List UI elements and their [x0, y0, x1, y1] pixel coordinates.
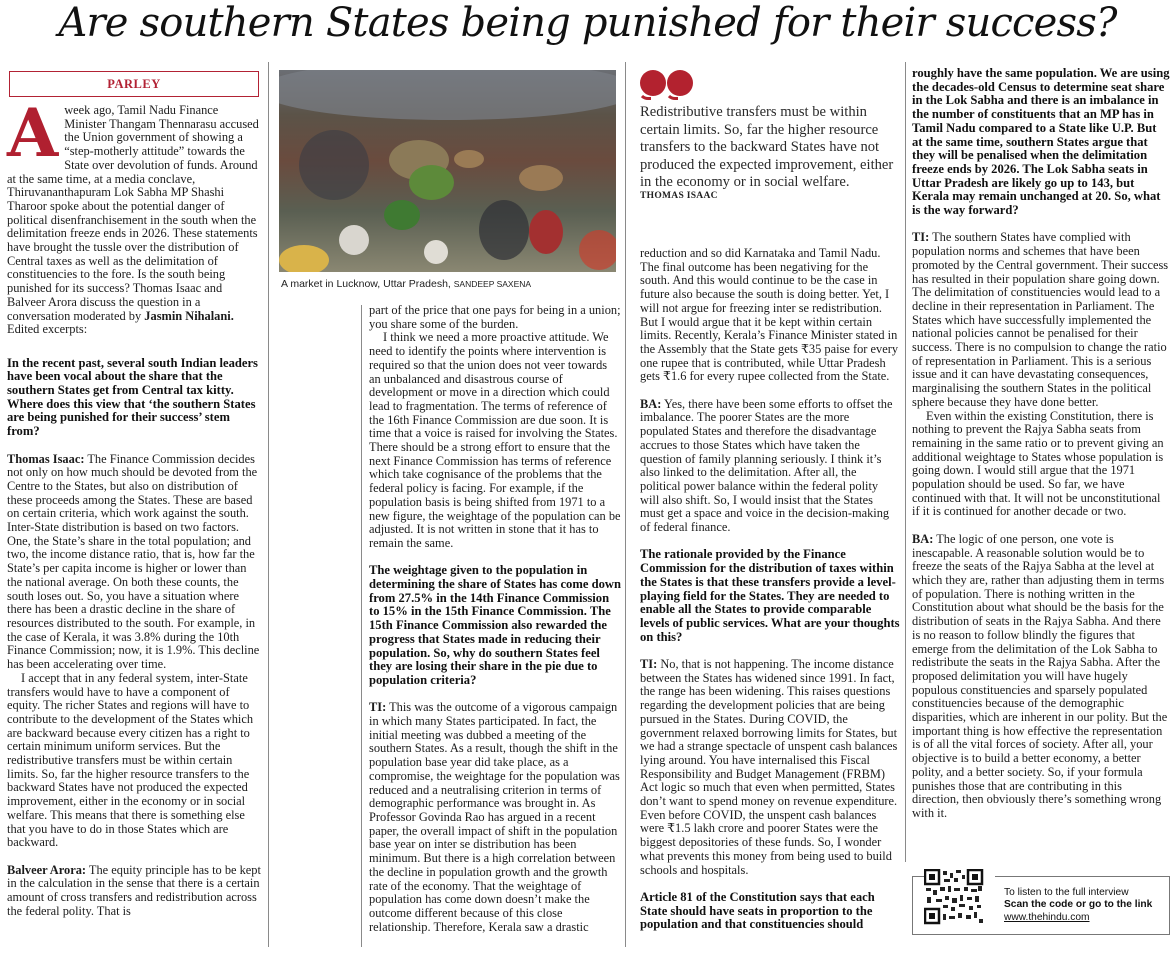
question-3: The rationale provided by the Finance Commission for the distribution of taxes within the States is that these transfers provide a level-playing field for the States. They are needed to enable all the States to provide comparable levels of public services. What are your thoughts on this?: [640, 547, 900, 644]
column-divider: [905, 62, 906, 862]
column-divider: [268, 62, 269, 947]
answer-paragraph: part of the price that one pays for being in a union; you share some of the burden.: [369, 303, 621, 331]
answer-paragraph: Even within the existing Constitution, there is nothing to prevent the Rajya Sabha seats from remaining in the same ratio or to prevent giving an additional weightage to States whose population is going down. I would still argue that the 1971 population should be used. So far, we have continued with that. It will not be unconstitutional if it is continued for another decade or two.: [912, 408, 1164, 519]
thehindu-link[interactable]: www.thehindu.com: [1004, 911, 1090, 923]
answer-paragraph: TI: No, that is not happening. The income distance between the States has widened since 1991. In fact, the range has been widening. This raises questions regarding the development policies that are being pursued in the States. During COVID, the government relaxed borrowing limits for States, but we had a strange spectacle of unspent cash balances lying around. You have internalised this Fiscal Responsibility and Budget Management (FRBM) Act logic so much that even when permitted, States don’t want to spend money on revenue expenditure. Even before COVID, the unspent cash balances were ₹1.5 lakh crore and poorer States were the biggest depositories of these funds. So, I wonder what prevents this money from being used to build schools and hospitals.: [640, 657, 898, 877]
column-1: [7, 94, 263, 918]
market-photo: [279, 70, 616, 272]
qr-promo-text: [1004, 887, 1152, 924]
question-1: In the recent past, several south Indian leaders have been vocal about the share that the southern States get from Central tax kitty. Where does this view that ‘the southern States are being punished for their success’ stem from?: [7, 355, 258, 439]
question-4: Article 81 of the Constitution says that each State should have seats in proportion to the population and that constituencies should: [640, 889, 875, 932]
question-4-continued: roughly have the same population. We are using the decades-old Census to determine seat share in the Lok Sabha and there is an imbalance in the number of constituents that an MP has in Tamil Nadu compared to a State like U.P. But at the same time, southern States argue that they will be penalised when the delimitation freeze ends by 2026. The Lok Sabha seats in Uttar Pradesh are likely go up to 143, but Kerala may remain unchanged at 20. So, what is the way forward?: [912, 66, 1170, 218]
answer-paragraph: reduction and so did Karnataka and Tamil Nadu. The final outcome has been negativing for the south. And this would continue to be the case in future also because the south is doing better. Yet, I will not argue for freezing inter se redistribution. But I would argue that it be kept within certain limits. Recently, Kerala’s Finance Minister stated in the Assembly that the State gets ₹35 paise for every one rupee that is contributed, while Uttar Pradesh gets ₹1.6 for every rupee collected from the State.: [640, 246, 899, 384]
speaker-label: BA:: [640, 396, 662, 411]
column-2: [369, 304, 621, 934]
dropcap: A: [7, 94, 59, 172]
photo-credit: SANDEEP SAXENA: [453, 279, 532, 289]
headline: Are southern States being punished for their success?: [58, 0, 1117, 46]
speaker-label: TI:: [369, 700, 387, 715]
answer-paragraph: Balveer Arora: The equity principle has to be kept in the calculation in the sense that there is a certain amount of cross transfers and redistribution across the federal polity. That is: [7, 862, 261, 918]
qr-code-icon[interactable]: [924, 869, 984, 925]
answer-paragraph: BA: Yes, there have been some efforts to offset the imbalance. The poorer States are the more populated States and therefore the disadvantage accrues to those States which have taken the question of family planning seriously. I think it’s also linked to the delimitation. After all, the political power balance within the federal polity will also shift. So, I would insist that the States must get a space and voice in the decision-making of federal finance.: [640, 396, 893, 535]
column-divider: [361, 305, 362, 947]
column-3: [640, 247, 900, 932]
qr-promo-line1: To listen to the full interview: [1004, 887, 1129, 898]
answer-paragraph: I think we need a more proactive attitude. We need to identify the points where intervention is required so that the union does not veer towards an unbalanced and disastrous course of development or move in a direction which could lead to fragmentation. The terms of reference of the 16th Finance Commission are due soon. It is time that a voice is raised for involving the States. There should be a strong effort to ensure that the next Finance Commission has terms of reference which take cognisance of the problems that the federal policy is facing. For example, if the population basis is being shifted from 1971 to a new figure, the weightage of the population can be adjusted. It is not written in stone that it has to remain the same.: [369, 330, 621, 550]
column-divider: [625, 62, 626, 947]
quote-marks-icon: [640, 70, 696, 98]
section-label: PARLEY: [9, 71, 259, 97]
speaker-label: Thomas Isaac:: [7, 451, 85, 466]
speaker-label: Balveer Arora:: [7, 862, 87, 877]
question-2: The weightage given to the population in determining the share of States has come down from 27.5% in the 14th Finance Commission to 15% in the 15th Finance Commission. The 15th Finance Commission also rewarded the progress that States made in reducing their population. So, why do southern States feel they are losing their share in the pie due to population criteria?: [369, 563, 621, 687]
photo-caption: A market in Lucknow, Uttar Pradesh, SANDEEP SAXENA: [281, 278, 532, 290]
speaker-label: TI:: [912, 230, 930, 245]
answer-paragraph: TI: The southern States have complied with population norms and schemes that have been promoted by the Central government. Their success has resulted in their population share going down. The delimitation of constituencies would lead to a decline in their representation in Parliament. The States which have successfully implemented the national policies cannot be penalised for their success. There is no compulsion to change the ratio of representation in Parliament. This is a serious issue and it can have devastating consequences, marginalising the southern States in the political sphere because they have done better.: [912, 230, 1169, 409]
qr-promo-line2: Scan the code or go to the link: [1004, 899, 1153, 911]
column-4: [912, 67, 1170, 821]
speaker-label: BA:: [912, 531, 934, 546]
answer-paragraph: TI: This was the outcome of a vigorous campaign in which many States participated. In fact, the initial meeting was dubbed a meeting of the southern States. As a result, though the shift in the population base year did take place, as a compromise, the weightage for the population was reduced and a neutralising criterion in terms of demographic performance was brought in. As Professor Govinda Rao has argued in a recent paper, the overall impact of shift in the population base year on inter se distribution has been minimum. But there is a high correlation between the decline in population growth and the growth rate of the economy. That the weightage of population has come down doesn’t make the outcome different because of this close relationship. Therefore, Kerala saw a drastic: [369, 700, 620, 934]
intro-paragraph: Aweek ago, Tamil Nadu Finance Minister Thangam Thennarasu accused the Union government of showing a “step-motherly attitude” towards the State over devolution of funds. Around at the same time, at a media conclave, Thiruvananthapuram Lok Sabha MP Shashi Tharoor spoke about the potential danger of political disenfranchisement in the south when the delimitation freeze ends in 2026. These statements have brought the tussle over the distribution of Central taxes as well as the delimitation of constituencies to the fore. Is the south being punished for its success? Thomas Isaac and Balveer Arora discuss the question in a conversation moderated by Jasmin Nihalani. Edited excerpts:: [7, 94, 259, 337]
answer-paragraph: Thomas Isaac: The Finance Commission decides not only on how much should be devoted from the Centre to the States, but also on distribution of these proceeds among the States. These are based on certain criteria, which work against the south. Inter-State distribution is based on two factors. One, the State’s share in the total population; and two, the income distance ratio, that is, how far the State’s per capita income is higher or lower than the national average. On both these counts, the south loses out. So, you have a situation where there has been a drastic decline in the share of resources distributed to the south. For example, in the case of Kerala, it was 3.8% during the 10th Finance Commission; now, it is 1.9%. This decline has been accelerating over time.: [7, 451, 260, 672]
pull-quote-author: THOMAS ISAAC: [640, 191, 718, 201]
answer-paragraph: I accept that in any federal system, inter-State transfers would have to have a component of equity. The richer States and regions will have to contribute to the development of the States which are backward because every citizen has a right to certain minimum uniform services. But the redistributive transfers must be within certain limits. So, far the higher resource transfers to the backward States have not produced the expected improvement, either in the economy or in social welfare. This means that there is something else that you have to do in those States which are backward.: [7, 670, 254, 850]
answer-paragraph: BA: The logic of one person, one vote is inescapable. A reasonable solution would be to freeze the seats of the Rajya Sabha at the level at which they are, rather than adjusting them in terms of population. There is nothing written in the Constitution about what should be the basis for the distribution of seats in the Rajya Sabha. And there is no reason to follow blindly the figures that emerge from the delimitation of the Lok Sabha to redistribute the seats in the Rajya Sabha. After the proposed delimitation you will have hugely populous constituencies and sparsely populated constituencies because of the demographic disparities, which are inherent in our polity. But the important thing is how effective the representation is of all the vital forces of society. After all, your objective is to build a better economy, a better polity, and a better society. So, if your formula punishes those that are contributing in this direction, then obviously there’s something wrong with it.: [912, 531, 1168, 820]
pull-quote: Redistributive transfers must be within certain limits. So, far the higher resource transfers to the backward States have not produced the expected improvement, either in the economy or in social welfare.: [640, 104, 894, 190]
moderator-name: Jasmin Nihalani.: [144, 308, 234, 323]
speaker-label: TI:: [640, 657, 658, 672]
